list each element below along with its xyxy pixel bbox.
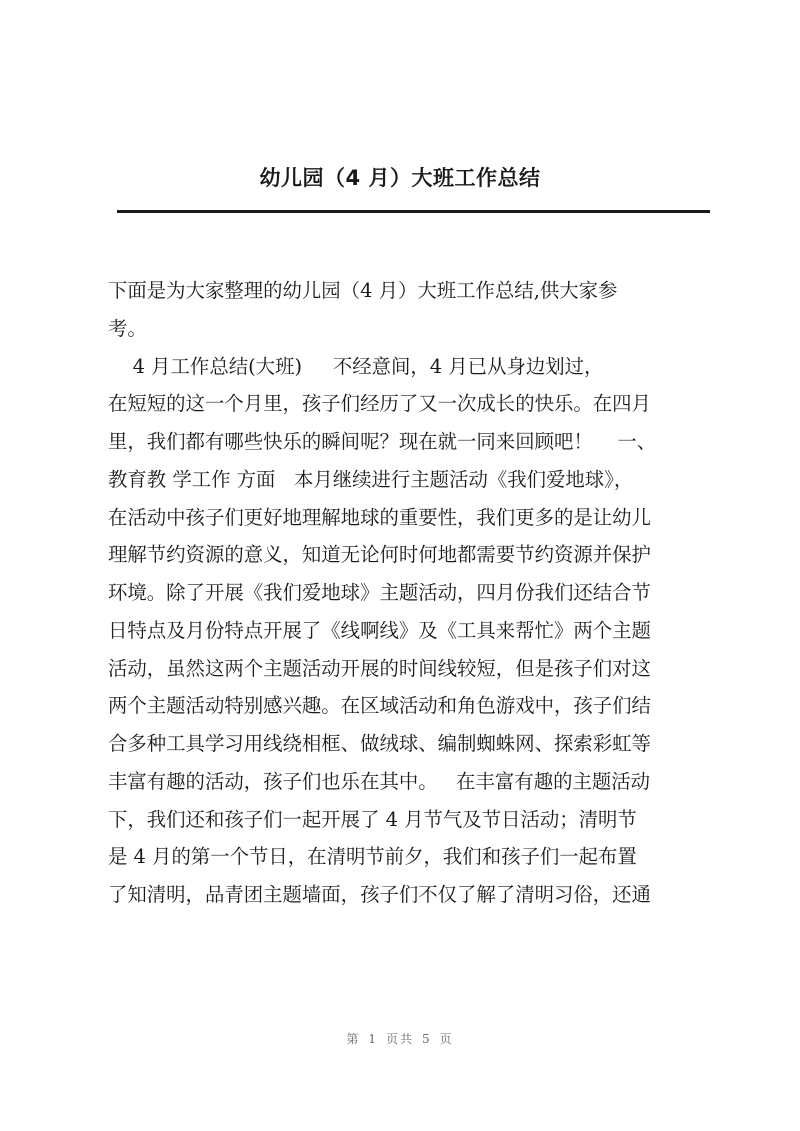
body-line: 合多种工具学习用线绕相框、做绒球、编制蜘蛛网、探索彩虹等: [108, 732, 651, 755]
document-title: 幼儿园（4 月）大班工作总结: [259, 166, 541, 190]
footer-current-page: 1: [368, 1032, 378, 1046]
body-line: 日特点及月份特点开展了《线啊线》及《工具来帮忙》两个主题: [108, 618, 651, 642]
body-line: 4 月工作总结(大班) 不经意间，4 月已从身边划过，: [108, 354, 604, 378]
body-line: 考。: [108, 316, 147, 340]
body-line: 环境。除了开展《我们爱地球》主题活动，四月份我们还结合节: [108, 581, 651, 604]
body-line: 是 4 月的第一个节日，在清明节前夕，我们和孩子们一起布置: [108, 845, 637, 869]
body-line: 两个主题活动特别感兴趣。在区域活动和角色游戏中，孩子们结: [108, 694, 651, 718]
body-line: 了知清明，品青团主题墙面，孩子们不仅了解了清明习俗，还通: [108, 883, 651, 906]
footer-total-pages: 5: [422, 1032, 432, 1046]
body-line: 教育教 学工作 方面 本月继续进行主题活动《我们爱地球》，: [108, 467, 634, 491]
footer-label-page: 第: [346, 1032, 361, 1046]
footer-label-end: 页: [439, 1032, 454, 1046]
body-line: 下面是为大家整理的幼儿园（4 月）大班工作总结,供大家参: [108, 279, 618, 302]
body-line: 理解节约资源的意义，知道无论何时何地都需要节约资源并保护: [108, 543, 651, 567]
page-footer: [0, 1030, 800, 1047]
body-line: 活动，虽然这两个主题活动开展的时间线较短，但是孩子们对这: [108, 656, 651, 680]
body-line: 在活动中孩子们更好地理解地球的重要性，我们更多的是让幼儿: [108, 505, 651, 529]
body-line: 丰富有趣的活动，孩子们也乐在其中。 在丰富有趣的主题活动: [108, 769, 651, 793]
body-line: 在短短的这一个月里，孩子们经历了又一次成长的快乐。在四月: [108, 392, 651, 416]
body-line: 里，我们都有哪些快乐的瞬间呢？现在就一同来回顾吧！ 一、: [108, 430, 657, 453]
body-line: 下，我们还和孩子们一起开展了 4 月节气及节日活动；清明节: [108, 807, 637, 831]
title-underline: [117, 210, 710, 213]
document-body: [108, 272, 708, 914]
footer-label-total: 页共: [385, 1032, 414, 1046]
